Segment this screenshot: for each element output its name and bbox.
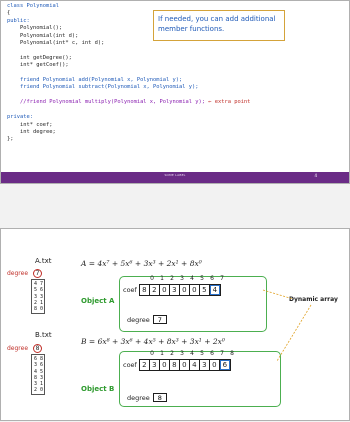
file-b-line: 2 0 xyxy=(34,387,44,394)
coef-cell: 2 xyxy=(140,360,150,370)
coef-cell: 4 xyxy=(210,285,220,295)
coef-cell: 3 xyxy=(200,360,210,370)
code-class-keyword: class xyxy=(7,3,24,9)
coef-cell: 0 xyxy=(180,360,190,370)
code-friend-add: friend Polynomial add(Polynomial x, Polynomial y); xyxy=(19,77,183,84)
slide-class-declaration xyxy=(0,0,350,184)
file-b-degree-label: degree xyxy=(7,345,29,352)
coef-cell: 0 xyxy=(160,285,170,295)
arrow-to-object-a xyxy=(263,290,293,299)
index-label: 8 xyxy=(230,350,234,357)
file-a-degree-circle: 7 xyxy=(33,269,42,278)
extra-point-note: ← extra point xyxy=(208,99,251,106)
coef-cell: 5 xyxy=(200,285,210,295)
footer-text: SOME LABEL xyxy=(164,173,186,177)
coef-cell: 0 xyxy=(160,360,170,370)
code-open-brace: { xyxy=(7,10,11,17)
code-member-coef: int* coef; xyxy=(19,121,53,128)
index-label: 5 xyxy=(200,350,204,357)
file-a-name: A.txt xyxy=(35,257,52,265)
code-constructor-coef-degree: Polynomial(int* c, int d); xyxy=(19,40,105,47)
code-get-degree: int getDegree(); xyxy=(19,54,72,61)
index-label: 2 xyxy=(170,350,174,357)
code-public-keyword: public: xyxy=(7,17,30,24)
code-friend-subtract: friend Polynomial subtract(Polynomial x, Polynomial y); xyxy=(19,84,199,91)
coef-cell: 2 xyxy=(150,285,160,295)
slide-footer xyxy=(1,172,349,183)
page-number: 4 xyxy=(314,173,317,178)
index-label: 1 xyxy=(160,350,164,357)
coef-cell: 3 xyxy=(170,285,180,295)
equation-b: B = 6x⁸ + 3x⁶ + 4x⁵ + 8x³ + 3x¹ + 2x⁰ xyxy=(81,337,225,346)
index-label: 6 xyxy=(210,275,214,282)
code-constructor-degree: Polynomial(int d); xyxy=(19,32,79,39)
object-a-degree-value: 7 xyxy=(153,315,167,324)
file-a-line: 3 3 xyxy=(34,293,44,300)
index-label: 1 xyxy=(160,275,164,282)
file-a-line: 2 1 xyxy=(34,299,44,306)
object-a-label: Object A xyxy=(81,297,115,305)
code-class-name: Polynomial xyxy=(26,3,59,9)
index-label: 2 xyxy=(170,275,174,282)
code-get-coef: int* getCoef(); xyxy=(19,62,69,69)
coef-cell: 3 xyxy=(150,360,160,370)
file-b-line: 3 6 xyxy=(34,362,44,369)
file-a-line: 8 0 xyxy=(34,306,44,313)
file-a-line: 5 6 xyxy=(34,287,44,294)
index-label: 6 xyxy=(210,350,214,357)
file-b-name: B.txt xyxy=(35,331,52,339)
file-b-line: 8 3 xyxy=(34,374,44,381)
file-b-line: 4 5 xyxy=(34,368,44,375)
code-friend-multiply-comment: //friend Polynomial multiply(Polynomial x, Polynomial y); xyxy=(19,99,205,106)
coef-cell: 8 xyxy=(140,285,150,295)
file-b-degree-circle: 8 xyxy=(33,344,42,353)
file-a-line: 4 7 xyxy=(34,281,44,287)
dynamic-array-arrows xyxy=(1,229,350,422)
index-label: 0 xyxy=(150,275,154,282)
file-b-line: 3 1 xyxy=(34,381,44,388)
file-b-line: 6 8 xyxy=(34,356,44,362)
coef-cell: 4 xyxy=(190,360,200,370)
object-b-degree-label: degree xyxy=(127,393,150,402)
coef-cell: 0 xyxy=(210,360,220,370)
code-constructor-default: Polynomial(); xyxy=(19,25,63,32)
object-a-degree-label: degree xyxy=(127,315,150,324)
code-close-brace: }; xyxy=(7,136,14,143)
equation-a: A = 4x⁷ + 5x⁶ + 3x³ + 2x¹ + 8x⁰ xyxy=(81,259,202,268)
index-label: 3 xyxy=(180,275,184,282)
code-member-degree: int degree; xyxy=(19,128,56,135)
arrow-to-object-b xyxy=(277,305,311,361)
object-b-label: Object B xyxy=(81,385,115,393)
index-label: 0 xyxy=(150,350,154,357)
index-label: 4 xyxy=(190,275,194,282)
index-label: 5 xyxy=(200,275,204,282)
object-b-degree-value: 8 xyxy=(153,393,167,402)
coef-cell: 8 xyxy=(170,360,180,370)
index-label: 3 xyxy=(180,350,184,357)
coef-cell: 0 xyxy=(180,285,190,295)
additional-functions-note: If needed, you can add additional member functions. xyxy=(153,10,285,41)
index-label: 7 xyxy=(220,350,224,357)
code-private-keyword: private: xyxy=(7,114,33,121)
dynamic-array-label: Dynamic array xyxy=(289,296,338,303)
index-label: 7 xyxy=(220,275,224,282)
coef-cell: 0 xyxy=(190,285,200,295)
index-label: 4 xyxy=(190,350,194,357)
slide-polynomial-storage xyxy=(0,228,350,421)
object-a-coef-label: coef xyxy=(123,286,137,294)
object-b-coef-label: coef xyxy=(123,361,137,369)
coef-cell: 6 xyxy=(220,360,230,370)
file-a-degree-label: degree xyxy=(7,270,29,277)
